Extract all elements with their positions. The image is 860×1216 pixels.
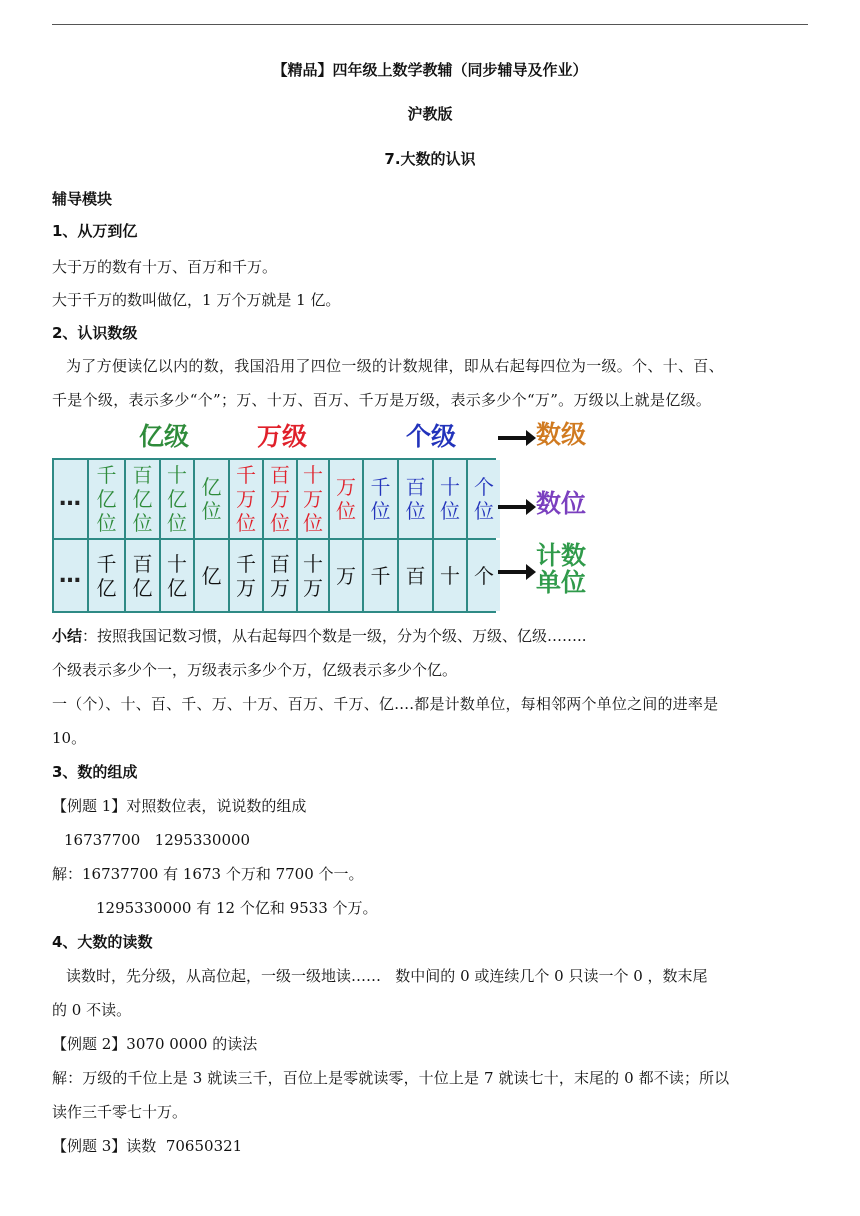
group-label-ge: 个级 [405,422,456,451]
example-1-solution-1: 解：16737700 有 1673 个万和 7700 个一。 [52,865,364,883]
cell-char: 千 [96,551,117,576]
cell-char: 万 [336,475,356,499]
example-1-text: 对照数位表，说说数的组成 [126,797,307,815]
cell-char: 亿 [167,575,187,600]
cell-char: 位 [303,511,323,535]
cell-char: 位 [96,511,117,535]
cell-char: 位 [167,511,187,535]
example-2-solution-line-1: 解：万级的千位上是 3 就读三千，百位上是零就读零，十位上是 7 就读七十，末尾的 0 都不读；所以 [52,1069,730,1087]
unit-cell [330,540,362,611]
cell-char: 百 [405,563,426,588]
section-4-paragraph-line-1: 读数时，先分级，从高位起，一级一级地读…… 数中间的 0 或连续几个 0 只读一个 0 ，数末尾 [66,967,708,985]
place-cell [298,460,328,538]
cell-char: 位 [336,499,356,523]
example-3-line: 【例题 3】读数 70650321 [52,1137,243,1155]
place-cell [195,460,228,538]
cell-char: 十 [167,551,187,576]
cell-char: 个 [474,563,494,588]
place-cell [161,460,193,538]
place-cell [126,460,159,538]
cell-char: 万 [270,575,290,600]
cell-char: 百 [132,551,153,576]
cell-char: 万 [236,575,256,600]
cell-char: 十 [167,463,187,487]
place-row-ellipsis [54,460,87,538]
cell-char: 百 [270,463,290,487]
cell-char: 位 [440,499,460,523]
ellipsis-text: … [59,486,82,511]
cell-char: 位 [270,511,290,535]
cell-char: 千 [96,463,117,487]
unit-cell [399,540,432,611]
cell-char: 万 [236,487,256,511]
cell-char: 百 [270,551,290,576]
cell-char: 千 [236,463,256,487]
group-label-wan: 万级 [256,422,307,451]
cell-char: 亿 [201,475,222,499]
place-cell [434,460,466,538]
summary-line [52,626,587,646]
group-label-yi: 亿级 [138,422,189,451]
cell-char: 万 [303,575,323,600]
label-shuwei: 数位 [536,489,587,518]
cell-char: 位 [370,499,391,523]
label-shuji: 数级 [536,420,587,449]
cell-char: 位 [132,511,153,535]
summary-text: ：按照我国记数习惯，从右起每四个数是一级，分为个级、万级、亿级…….. [82,627,587,645]
cell-char: 十 [440,563,460,588]
summary-label: 小结 [52,627,83,645]
section-3-heading: 3、数的组成 [52,763,138,781]
lesson-title: 7.大数的认识 [384,150,476,168]
place-cell [399,460,432,538]
cell-char: 万 [303,487,323,511]
section-1-line-2: 大于千万的数叫做亿，1 万个万就是 1 亿。 [52,291,341,309]
cell-char: 个 [474,475,494,499]
unit-cell [126,540,159,611]
cell-char: 万 [270,487,290,511]
unit-cell [264,540,296,611]
section-2-paragraph-line-2: 千是个级，表示多少“个”；万、十万、百万、千万是万级，表示多少个“万”。万级以上就是亿级。 [52,391,712,409]
arrow-to-jishu-danwei [498,570,528,574]
cell-char: 亿 [132,487,153,511]
cell-char: 十 [303,551,323,576]
place-cell [264,460,296,538]
cell-char: 千 [370,563,391,588]
unit-cell [161,540,193,611]
cell-char: 百 [132,463,153,487]
top-rule [52,24,808,25]
cell-char: 千 [370,475,391,499]
cell-char: 十 [440,475,460,499]
cell-char: 亿 [132,575,153,600]
cell-char: 亿 [96,575,117,600]
document-title: 【精品】四年级上数学教辅（同步辅导及作业） [272,61,588,79]
unit-cell [230,540,262,611]
cell-char: 十 [303,463,323,487]
unit-cell [468,540,500,611]
cell-char: 位 [201,499,222,523]
place-value-chart [52,418,597,616]
unit-cell [434,540,466,611]
cell-char: 位 [236,511,256,535]
place-cell [89,460,124,538]
ellipsis-text: … [59,562,82,588]
section-1-line-1: 大于万的数有十万、百万和千万。 [52,258,278,276]
section-2-heading: 2、认识数级 [52,324,138,342]
unit-cell [89,540,124,611]
example-2-line: 【例题 2】3070 0000 的读法 [52,1035,258,1053]
example-2-solution-line-2: 读作三千零七十万。 [52,1103,188,1121]
example-1-numbers: 16737700 1295330000 [64,831,251,849]
section-4-heading: 4、大数的读数 [52,933,153,951]
module-heading: 辅导模块 [52,190,113,208]
unit-row-ellipsis [54,540,87,611]
example-1-solution-2: 1295330000 有 12 个亿和 9533 个万。 [96,899,378,917]
unit-cell [298,540,328,611]
edition-label: 沪教版 [407,105,453,123]
summary-line-2: 个级表示多少个一，万级表示多少个万，亿级表示多少个亿。 [52,661,458,679]
unit-cell [195,540,228,611]
cell-char: 亿 [167,487,187,511]
label-jishu-danwei: 计数单位 [536,541,587,597]
section-4-paragraph-line-2: 的 0 不读。 [52,1001,132,1019]
counting-units-line-2: 10。 [52,729,87,747]
cell-char: 万 [336,563,356,588]
unit-cell [364,540,397,611]
section-1-heading: 1、从万到亿 [52,222,138,240]
cell-char: 位 [405,499,426,523]
arrow-to-shuji [498,436,528,440]
example-1-label: 【例题 1】 [52,797,127,815]
place-cell [364,460,397,538]
place-cell [230,460,262,538]
section-2-paragraph-line-1: 为了方便读亿以内的数，我国沿用了四位一级的计数规律，即从右起每四位为一级。个、十、百、 [66,357,724,375]
cell-char: 亿 [201,563,222,588]
place-cell [330,460,362,538]
cell-char: 亿 [96,487,117,511]
cell-char: 位 [474,499,494,523]
counting-units-line-1: 一（个）、十、百、千、万、十万、百万、千万、亿….都是计数单位，每相邻两个单位之间的进率是 [52,695,719,713]
example-1-line [52,796,306,816]
cell-char: 千 [236,551,256,576]
place-cell [468,460,500,538]
arrow-to-shuwei [498,505,528,509]
cell-char: 百 [405,475,426,499]
place-value-grid [52,458,496,613]
